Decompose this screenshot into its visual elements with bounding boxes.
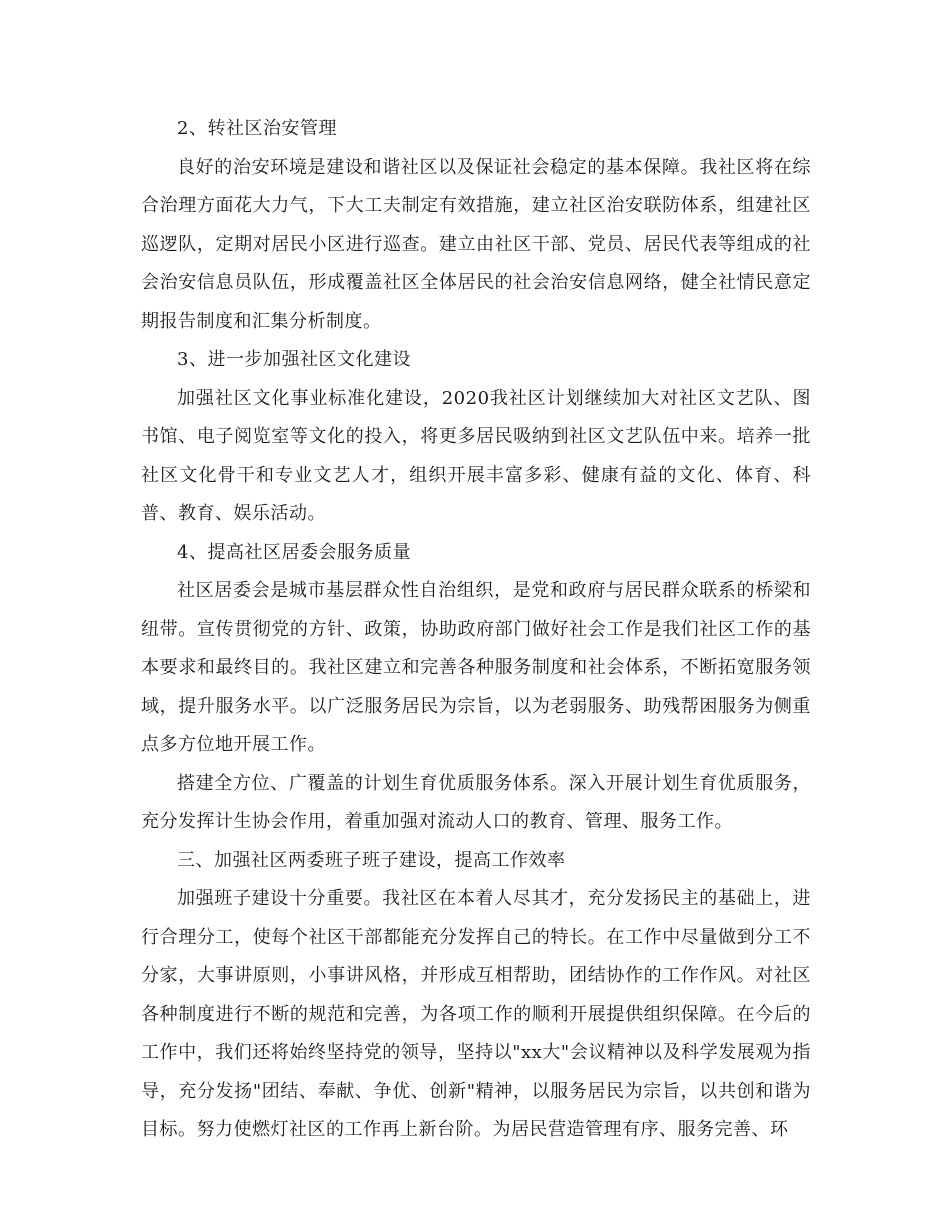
section-heading: 4、提高社区居委会服务质量 [177,541,411,563]
paragraph: 良好的治安环境是建设和谐社区以及保证社会稳定的基本保障。我社区将在综合治理方面花大力气，下大工夫制定有效措施，建立社区治安联防体系，组建社区巡逻队，定期对居民小区进行巡查。建立由社区干部、党员、居民代表等组成的社会治安信息员队伍，形成覆盖社区全体居民的社会治安信息网络，健全社情民意定期报告制度和汇集分析制度。 [141,156,811,332]
paragraph: 加强班子建设十分重要。我社区在本着人尽其才，充分发扬民主的基础上，进行合理分工，使每个社区干部都能充分发挥自己的特长。在工作中尽量做到分工不分家，大事讲原则，小事讲风格，并形成互相帮助，团结协作的工作作风。对社区各种制度进行不断的规范和完善，为各项工作的顺利开展提供组织保障。在今后的工作中，我们还将始终坚持党的领导，坚持以"xx大"会议精神以及科学发展观为指导，充分发扬"团结、奉献、争优、创新"精神，以服务居民为宗旨，以共创和谐为目标。努力使燃灯社区的工作再上新台阶。为居民营造管理有序、服务完善、环 [141,888,811,1140]
paragraph: 社区居委会是城市基层群众性自治组织，是党和政府与居民群众联系的桥梁和纽带。宣传贯彻党的方针、政策，协助政府部门做好社会工作是我们社区工作的基本要求和最终目的。我社区建立和完善各种服务制度和社会体系，不断拓宽服务领域，提升服务水平。以广泛服务居民为宗旨，以为老弱服务、助残帮困服务为侧重点多方位地开展工作。 [141,580,811,755]
document-body [141,110,811,1150]
paragraph: 加强社区文化事业标准化建设，2020我社区计划继续加大对社区文艺队、图书馆、电子阅览室等文化的投入，将更多居民吸纳到社区文艺队伍中来。培养一批社区文化骨干和专业文艺人才，组织开展丰富多彩、健康有益的文化、体育、科普、教育、娱乐活动。 [141,387,811,524]
section-heading: 三、加强社区两委班子班子建设，提高工作效率 [177,849,566,871]
section-heading: 2、转社区治安管理 [177,118,337,139]
paragraph: 搭建全方位、广覆盖的计划生育优质服务体系。深入开展计划生育优质服务，充分发挥计生协会作用，着重加强对流动人口的教育、管理、服务工作。 [141,772,811,832]
section-heading: 3、进一步加强社区文化建设 [177,349,411,370]
